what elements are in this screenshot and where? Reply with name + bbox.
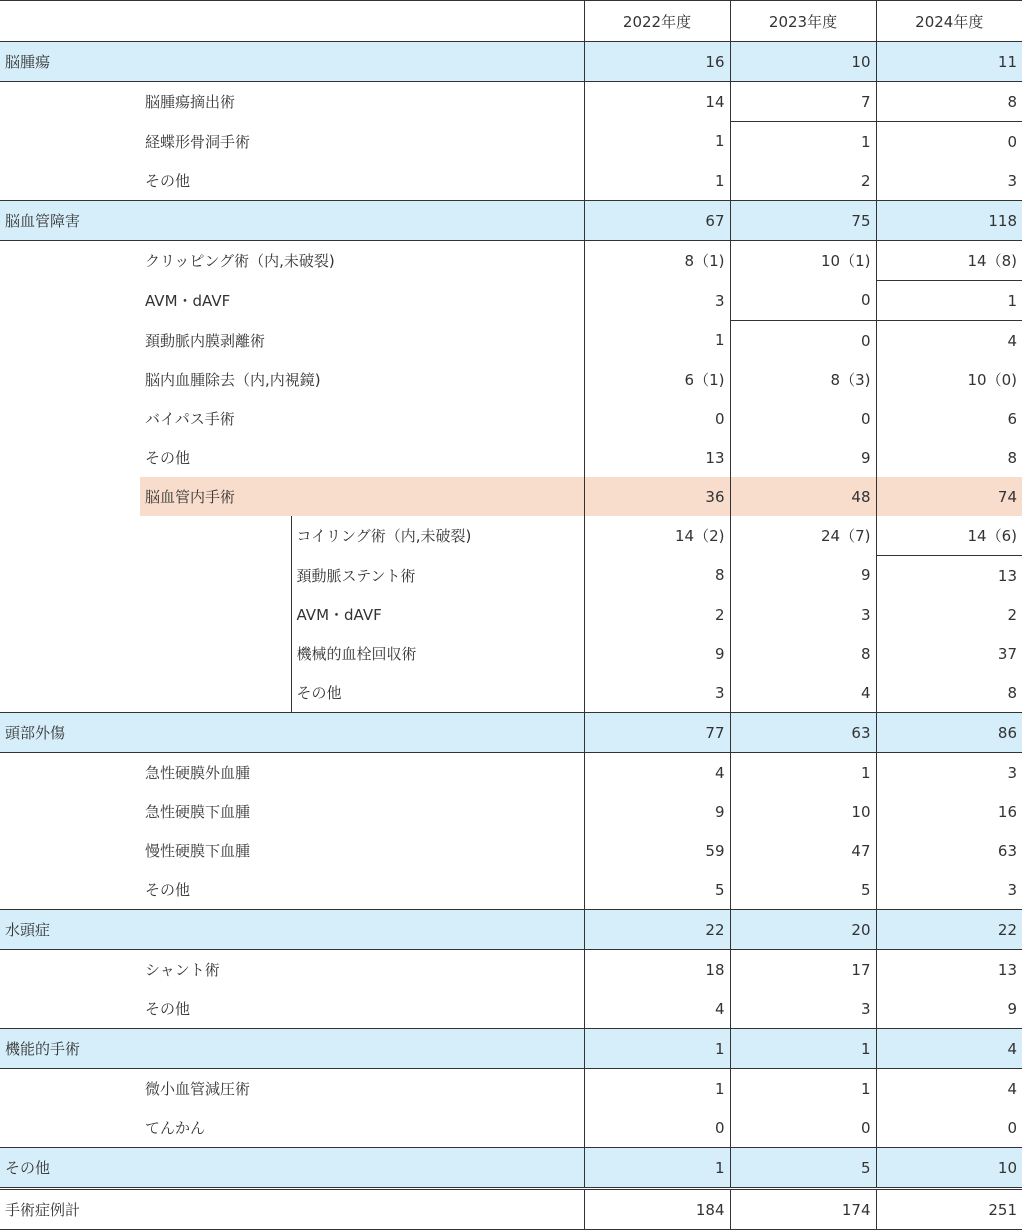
value-2023: 3 xyxy=(730,989,876,1029)
category-row xyxy=(0,713,1022,753)
value-2023: 1 xyxy=(730,1069,876,1109)
value-2024: 4 xyxy=(1007,1079,1017,1098)
item-label: その他 xyxy=(140,870,584,910)
value-2022: 8 xyxy=(584,556,730,596)
value-2022: 77 xyxy=(584,713,730,753)
value-2023: 2 xyxy=(730,161,876,201)
value-2023: 8（3) xyxy=(730,360,876,399)
value-2024: 74 xyxy=(876,477,1022,516)
value-2022: 59 xyxy=(584,831,730,870)
value-2024: 3 xyxy=(876,870,1022,910)
value-2022: 4 xyxy=(584,753,730,793)
item-label: AVM・dAVF xyxy=(291,595,584,634)
nested-item-row xyxy=(0,595,1022,634)
value-2022: 36 xyxy=(584,477,730,516)
value-2024: 6 xyxy=(1007,409,1017,428)
value-2022: 4 xyxy=(584,989,730,1029)
value-2023: 0 xyxy=(730,281,876,321)
item-row xyxy=(0,438,1022,477)
nested-item-row xyxy=(0,556,1022,596)
item-label: その他 xyxy=(140,989,584,1029)
value-2023: 17 xyxy=(730,950,876,990)
value-2024: 8 xyxy=(876,673,1022,713)
item-label: 頚動脈ステント術 xyxy=(291,556,584,596)
value-2024: 22 xyxy=(876,910,1022,950)
item-label: てんかん xyxy=(140,1108,584,1148)
value-2024: 16 xyxy=(997,802,1017,821)
item-label: バイパス手術 xyxy=(140,399,584,438)
value-2023: 1 xyxy=(730,1029,876,1069)
category-label: 機能的手術 xyxy=(0,1029,584,1069)
value-2023: 9 xyxy=(730,556,876,596)
value-2023: 24（7) xyxy=(730,516,876,556)
category-row xyxy=(0,42,1022,82)
value-2024: 14（6) xyxy=(876,516,1022,556)
value-2022: 0 xyxy=(584,1108,730,1148)
header-row xyxy=(0,1,1022,42)
value-2022: 184 xyxy=(584,1189,730,1230)
value-2022: 9 xyxy=(584,792,730,831)
header-blank-cell xyxy=(0,1,584,42)
value-2023: 48 xyxy=(730,477,876,516)
nested-item-row xyxy=(0,516,1022,556)
value-2024: 4 xyxy=(1007,331,1017,350)
value-2023: 20 xyxy=(730,910,876,950)
value-2024: 251 xyxy=(876,1189,1022,1230)
value-2023: 7 xyxy=(730,82,876,122)
value-2024: 0 xyxy=(876,1108,1022,1148)
value-2022: 67 xyxy=(584,201,730,241)
value-2024: 118 xyxy=(876,201,1022,241)
value-2023: 1 xyxy=(730,122,876,162)
value-2022: 5 xyxy=(584,870,730,910)
header-year-2024: 2024年度 xyxy=(876,1,1022,42)
value-2024: 11 xyxy=(876,42,1022,82)
value-2022: 1 xyxy=(584,321,730,361)
subcategory-row xyxy=(0,477,1022,516)
item-row xyxy=(0,1108,1022,1148)
item-row xyxy=(0,82,1022,122)
value-2024: 10 xyxy=(876,1148,1022,1189)
value-2022: 13 xyxy=(584,438,730,477)
value-2022: 3 xyxy=(584,673,730,713)
value-2023: 10 xyxy=(730,792,876,831)
item-row xyxy=(0,1069,1022,1109)
item-label: 経蝶形骨洞手術 xyxy=(140,122,584,162)
value-2024: 2 xyxy=(1007,605,1017,624)
item-label: 慢性硬膜下血腫 xyxy=(140,831,584,870)
category-row xyxy=(0,910,1022,950)
value-2024: 1 xyxy=(876,281,1022,321)
category-row xyxy=(0,1029,1022,1069)
value-2024: 8 xyxy=(1007,448,1017,467)
item-label: 機械的血栓回収術 xyxy=(291,634,584,673)
item-label: 頚動脈内膜剥離術 xyxy=(140,321,584,361)
header-year-2022: 2022年度 xyxy=(584,1,730,42)
value-2022: 0 xyxy=(584,399,730,438)
category-row xyxy=(0,201,1022,241)
value-2023: 75 xyxy=(730,201,876,241)
value-2023: 174 xyxy=(730,1189,876,1230)
category-label: 頭部外傷 xyxy=(0,713,584,753)
value-2024: 9 xyxy=(876,989,1022,1029)
value-2024: 86 xyxy=(876,713,1022,753)
item-row xyxy=(0,792,1022,831)
value-2022: 14（2) xyxy=(584,516,730,556)
item-row xyxy=(0,870,1022,910)
value-2023: 8 xyxy=(730,634,876,673)
subcategory-label: 脳血管内手術 xyxy=(140,477,584,516)
value-2024: 13 xyxy=(997,566,1017,585)
category-label: 脳血管障害 xyxy=(0,201,584,241)
item-row xyxy=(0,161,1022,201)
category-label: 水頭症 xyxy=(0,910,584,950)
item-row xyxy=(0,122,1022,162)
value-2023: 47 xyxy=(730,831,876,870)
value-2022: 1 xyxy=(584,161,730,201)
item-row xyxy=(0,989,1022,1029)
item-label: 急性硬膜下血腫 xyxy=(140,792,584,831)
value-2023: 9 xyxy=(730,438,876,477)
value-2023: 0 xyxy=(730,1108,876,1148)
item-label: 急性硬膜外血腫 xyxy=(140,753,584,793)
nested-item-row xyxy=(0,673,1022,713)
item-label: コイリング術（内,未破裂) xyxy=(291,516,584,556)
value-2023: 4 xyxy=(730,673,876,713)
value-2022: 3 xyxy=(584,281,730,321)
value-2022: 18 xyxy=(584,950,730,990)
value-2023: 5 xyxy=(730,1148,876,1189)
value-2022: 1 xyxy=(584,1029,730,1069)
item-label: その他 xyxy=(140,438,584,477)
value-2024: 63 xyxy=(997,841,1017,860)
header-year-2023: 2023年度 xyxy=(730,1,876,42)
item-label: 脳内血腫除去（内,内視鏡) xyxy=(140,360,584,399)
value-2022: 1 xyxy=(584,122,730,162)
value-2024: 4 xyxy=(876,1029,1022,1069)
total-label: 手術症例計 xyxy=(0,1189,584,1230)
value-2022: 9 xyxy=(584,634,730,673)
value-2024: 37 xyxy=(997,644,1017,663)
category-label: その他 xyxy=(0,1148,584,1189)
value-2022: 1 xyxy=(584,1069,730,1109)
value-2024: 8 xyxy=(876,82,1022,122)
category-row xyxy=(0,1148,1022,1189)
item-label: シャント術 xyxy=(140,950,584,990)
item-row xyxy=(0,321,1022,361)
value-2023: 0 xyxy=(730,321,876,361)
item-row xyxy=(0,831,1022,870)
value-2024: 14（8) xyxy=(876,241,1022,281)
value-2024: 10（0) xyxy=(967,371,1017,389)
item-row xyxy=(0,281,1022,321)
value-2022: 1 xyxy=(584,1148,730,1189)
value-2023: 10（1) xyxy=(730,241,876,281)
item-label: 脳腫瘍摘出術 xyxy=(140,82,584,122)
item-label: その他 xyxy=(291,673,584,713)
value-2023: 1 xyxy=(730,753,876,793)
value-2024: 13 xyxy=(997,960,1017,979)
item-row xyxy=(0,753,1022,793)
value-2022: 8（1) xyxy=(584,241,730,281)
nested-item-row xyxy=(0,634,1022,673)
category-label: 脳腫瘍 xyxy=(0,42,584,82)
value-2022: 6（1) xyxy=(584,360,730,399)
value-2024: 0 xyxy=(1007,132,1017,151)
item-row xyxy=(0,399,1022,438)
item-label: 微小血管減圧術 xyxy=(140,1069,584,1109)
value-2023: 63 xyxy=(730,713,876,753)
value-2023: 10 xyxy=(730,42,876,82)
item-label: AVM・dAVF xyxy=(140,281,584,321)
value-2023: 3 xyxy=(730,595,876,634)
value-2024: 3 xyxy=(876,161,1022,201)
value-2023: 0 xyxy=(730,399,876,438)
item-row xyxy=(0,360,1022,399)
item-row xyxy=(0,950,1022,990)
value-2022: 22 xyxy=(584,910,730,950)
value-2024: 3 xyxy=(1007,763,1017,782)
value-2022: 16 xyxy=(584,42,730,82)
item-row xyxy=(0,241,1022,281)
item-label: クリッピング術（内,未破裂) xyxy=(140,241,584,281)
total-row xyxy=(0,1189,1022,1230)
value-2022: 2 xyxy=(584,595,730,634)
value-2023: 5 xyxy=(730,870,876,910)
item-label: その他 xyxy=(140,161,584,201)
value-2022: 14 xyxy=(584,82,730,122)
